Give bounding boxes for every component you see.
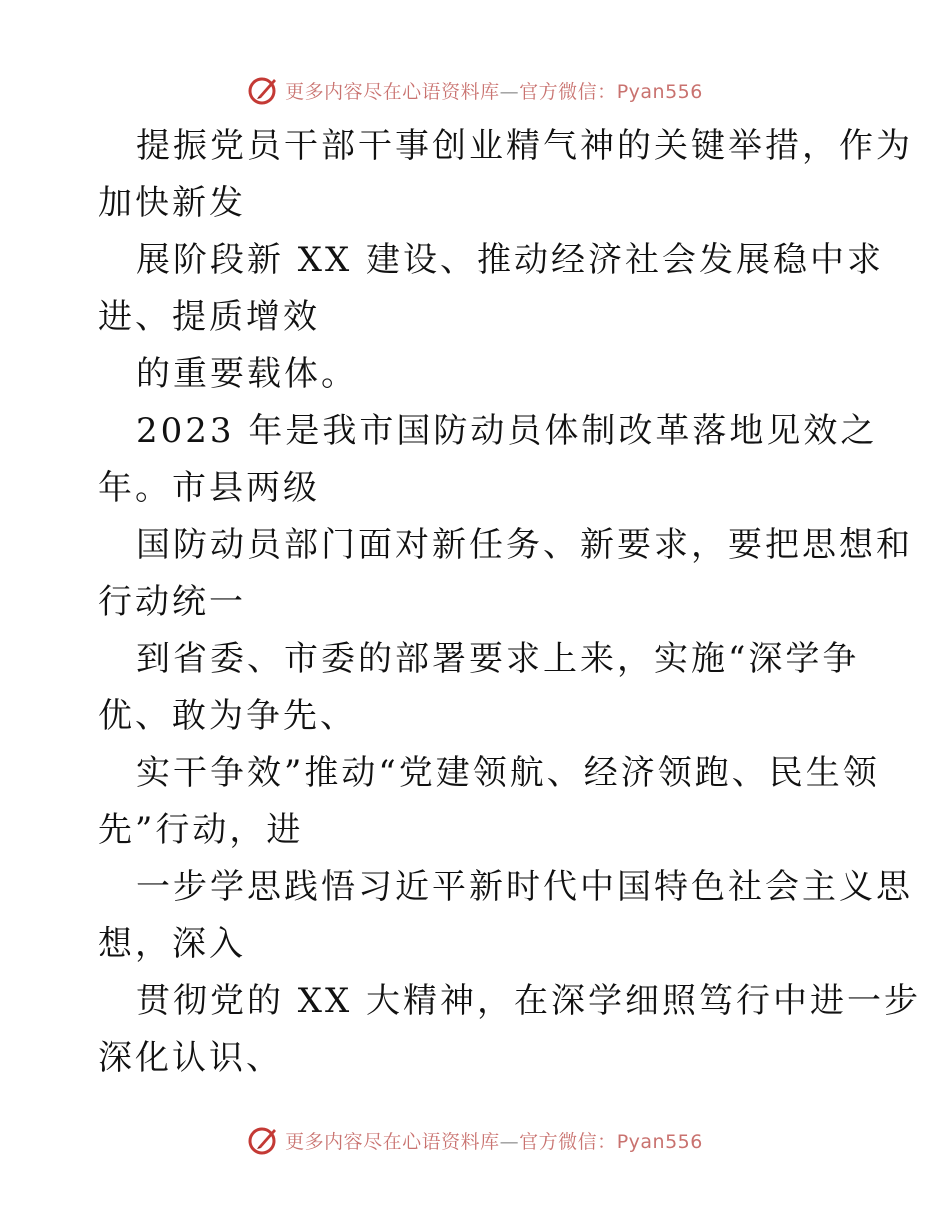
text-line: 到省委、市委的部署要求上来，实施“深学争 [136, 639, 860, 679]
document-body [0, 118, 950, 1087]
quill-pen-circle-icon [247, 74, 279, 106]
watermark-text [285, 77, 703, 104]
text-line: 的重要载体。 [136, 354, 358, 394]
text-line: 深化认识、 [98, 1038, 283, 1078]
text-line: 行动统一 [98, 582, 246, 622]
separator: — [499, 80, 520, 103]
text-line: 国防动员部门面对新任务、新要求，要把思想和 [136, 525, 913, 565]
separator: — [499, 1130, 520, 1153]
paragraph [0, 403, 950, 517]
wechat-id: Pyan556 [616, 80, 703, 103]
paragraph [0, 631, 950, 745]
paragraph [0, 859, 950, 973]
text-line: 一步学思践悟习近平新时代中国特色社会主义思 [136, 867, 913, 907]
quill-pen-circle-icon [247, 1124, 279, 1156]
paragraph [0, 973, 950, 1087]
wechat-label: 官方微信： [519, 80, 617, 103]
wechat-id: Pyan556 [616, 1130, 703, 1153]
text-line: 2023 年是我市国防动员体制改革落地见效之 [136, 411, 878, 451]
text-line: 实干争效”推动“党建领航、经济领跑、民生领 [136, 753, 880, 793]
text-line: 想，深入 [98, 924, 246, 964]
text-line: 先”行动，进 [98, 810, 304, 850]
site-name: 更多内容尽在心语资料库 [285, 1130, 500, 1153]
header-watermark-banner [0, 70, 950, 110]
text-line: 年。市县两级 [98, 468, 320, 508]
paragraph [0, 232, 950, 346]
text-line: 优、敢为争先、 [98, 696, 357, 736]
footer-watermark-banner [0, 1120, 950, 1160]
text-line: 进、提质增效 [98, 297, 320, 337]
watermark-text [285, 1127, 703, 1154]
paragraph [0, 118, 950, 232]
site-name: 更多内容尽在心语资料库 [285, 80, 500, 103]
paragraph [0, 346, 950, 403]
text-line: 贯彻党的 XX 大精神，在深学细照笃行中进一步 [136, 981, 922, 1021]
text-line: 展阶段新 XX 建设、推动经济社会发展稳中求 [136, 240, 885, 280]
paragraph [0, 517, 950, 631]
text-line: 提振党员干部干事创业精气神的关键举措，作为 [136, 126, 913, 166]
text-line: 加快新发 [98, 183, 246, 223]
paragraph [0, 745, 950, 859]
wechat-label: 官方微信： [519, 1130, 617, 1153]
